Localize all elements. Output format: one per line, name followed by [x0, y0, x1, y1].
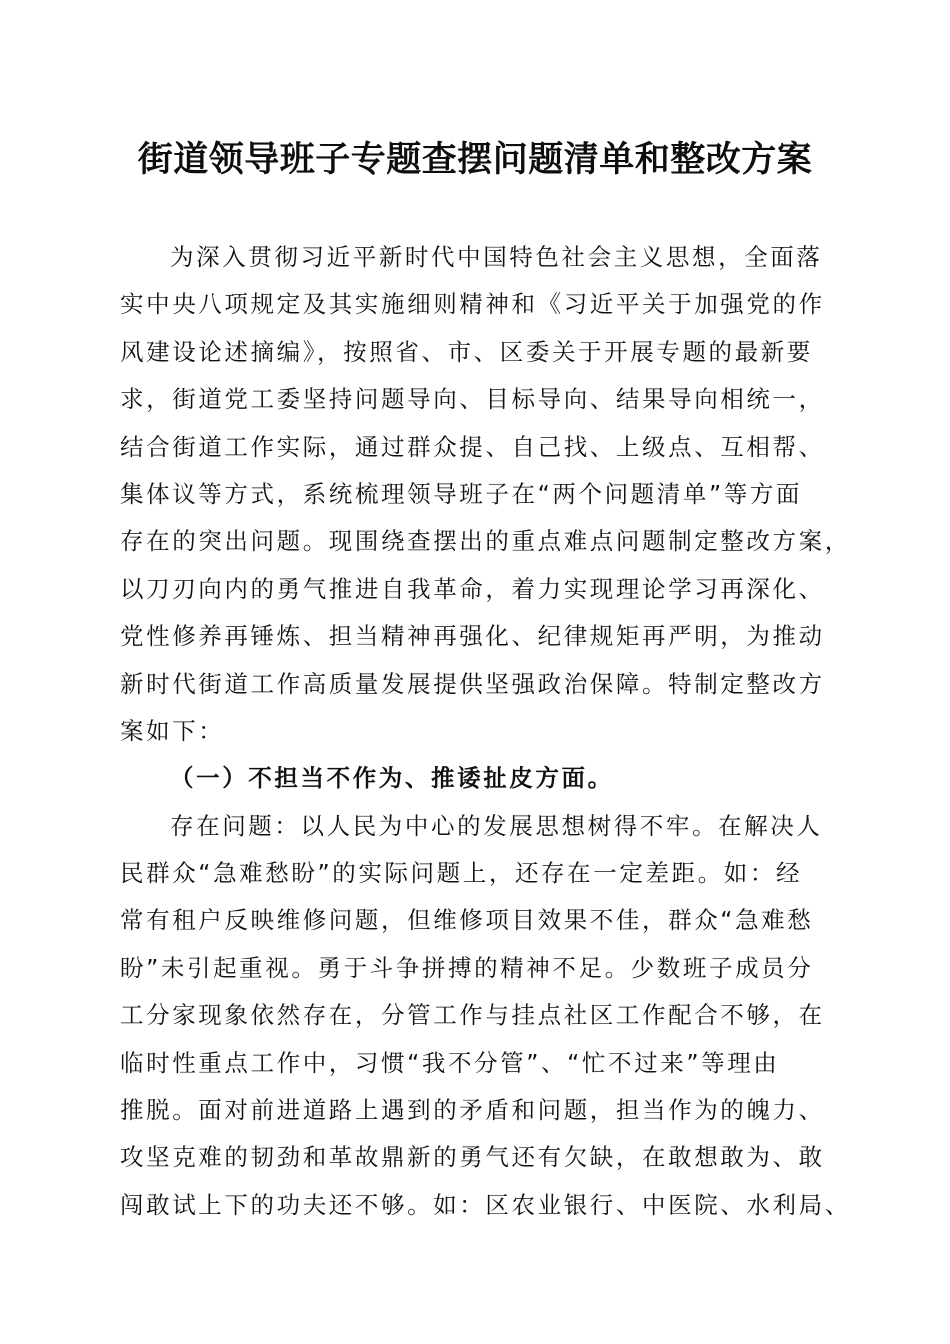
paragraph-line: 攻坚克难的韧劲和革故鼎新的勇气还有欠缺，在敢想敢为、敢	[120, 1143, 825, 1172]
section-heading: （一）不担当不作为、推诿扯皮方面。	[170, 764, 614, 793]
paragraph-line: 民群众“急难愁盼”的实际问题上，还存在一定差距。如：经	[120, 859, 803, 888]
paragraph-line: 求，街道党工委坚持问题导向、目标导向、结果导向相统一，	[120, 385, 825, 414]
paragraph-line: 党性修养再锤炼、担当精神再强化、纪律规矩再严明，为推动	[120, 622, 825, 651]
paragraph-line: 案如下：	[120, 716, 225, 745]
paragraph-line: 新时代街道工作高质量发展提供坚强政治保障。特制定整改方	[120, 669, 825, 698]
paragraph-line: 存在的突出问题。现围绕查摆出的重点难点问题制定整改方案，	[120, 527, 851, 556]
paragraph-line: 为深入贯彻习近平新时代中国特色社会主义思想，全面落	[170, 243, 823, 271]
paragraph-line: 闯敢试上下的功夫还不够。如：区农业银行、中医院、水利局、	[120, 1190, 851, 1219]
paragraph-line: 常有租户反映维修问题，但维修项目效果不佳，群众“急难愁	[120, 906, 814, 935]
paragraph-line: 以刀刃向内的勇气推进自我革命，着力实现理论学习再深化、	[120, 574, 825, 603]
document-body	[120, 234, 851, 1229]
paragraph-line: 实中央八项规定及其实施细则精神和《习近平关于加强党的作	[120, 290, 825, 319]
paragraph-line: 临时性重点工作中，习惯“我不分管”、“忙不过来”等理由	[120, 1048, 780, 1077]
paragraph-line: 集体议等方式，系统梳理领导班子在“两个问题清单”等方面	[120, 479, 803, 508]
paragraph-line: 盼”未引起重视。勇于斗争拼搏的精神不足。少数班子成员分	[120, 953, 814, 982]
paragraph-line: 存在问题：以人民为中心的发展思想树得不牢。在解决人	[170, 811, 823, 840]
paragraph-line: 推脱。面对前进道路上遇到的矛盾和问题，担当作为的魄力、	[120, 1096, 825, 1125]
document-title: 街道领导班子专题查摆问题清单和整改方案	[137, 139, 813, 180]
paragraph-line: 风建设论述摘编》，按照省、市、区委关于开展专题的最新要	[120, 337, 813, 366]
paragraph-line: 结合街道工作实际，通过群众提、自己找、上级点、互相帮、	[120, 432, 825, 461]
paragraph-line: 工分家现象依然存在，分管工作与挂点社区工作配合不够，在	[120, 1001, 825, 1030]
